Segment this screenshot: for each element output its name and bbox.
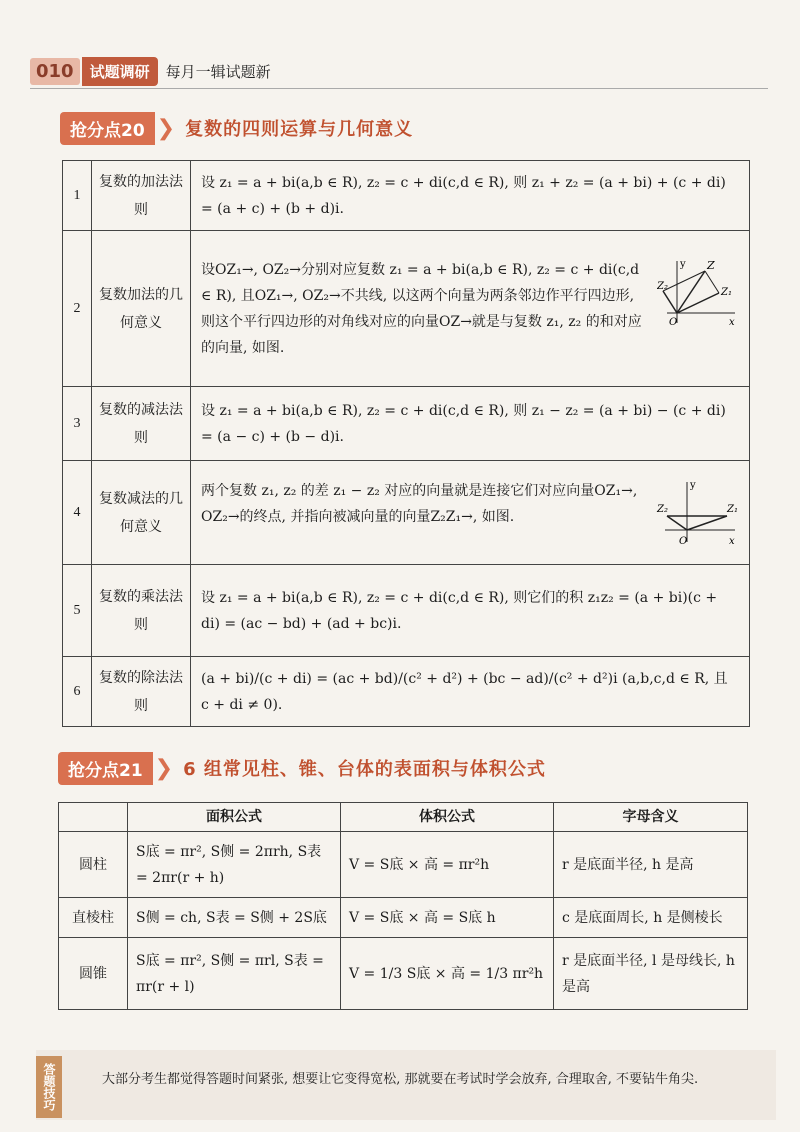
section-badge: 抢分点20: [60, 112, 155, 145]
row-name: 复数的加法法则: [92, 161, 191, 231]
page-number: 010: [30, 58, 80, 85]
row-name: 圆柱: [59, 832, 128, 898]
row-content: 设 z₁ = a + bi(a,b ∈ R), z₂ = c + di(c,d ∈ R), 则 z₁ − z₂ = (a + bi) − (c + di) = (a − c) + (b − d)i.: [191, 387, 750, 461]
row-number: 5: [63, 565, 92, 657]
header-subtitle: 每月一辑试题新: [165, 62, 271, 81]
fig-label: y: [690, 479, 696, 491]
page-header: [30, 56, 271, 86]
section-20-heading: [60, 112, 413, 144]
section-21-heading: [58, 752, 546, 784]
table-header-row: [59, 803, 748, 832]
area-formula: S底 = πr², S侧 = πrl, S表 = πr(r + l): [128, 938, 341, 1010]
division-condition: (a,b,c,d ∈ R, 且 c + di ≠ 0).: [201, 670, 728, 713]
row-name: 圆锥: [59, 938, 128, 1010]
table-row: [63, 565, 750, 657]
parallelogram-edge: [705, 271, 719, 293]
table-row: [63, 657, 750, 727]
solid-formulas-table: [58, 802, 748, 1010]
fig-label: x: [729, 316, 735, 327]
fig-label: Z₂: [657, 280, 668, 292]
vector-oz1: [687, 516, 727, 530]
row-content: 设 z₁ = a + bi(a,b ∈ R), z₂ = c + di(c,d ∈ R), 则它们的积 z₁z₂ = (a + bi)(c + di) = (ac − bd) + (ad + bc)i.: [191, 565, 750, 657]
fig-label: Z₁: [727, 503, 738, 515]
header-divider: [30, 88, 768, 89]
row-name: 复数的乘法法则: [92, 565, 191, 657]
section-title: 6 组常见柱、锥、台体的表面积与体积公式: [183, 759, 546, 780]
table-row: [63, 231, 750, 387]
letter-meaning: r 是底面半径, l 是母线长, h 是高: [554, 938, 748, 1010]
fig-label: Z₁: [721, 286, 732, 298]
row-name: 复数的减法法则: [92, 387, 191, 461]
row-content: [191, 461, 750, 565]
division-formula: (a + bi)/(c + di) = (ac + bd)/(c² + d²) + (bc − ad)/(c² + d²)i: [201, 670, 618, 687]
row-name: 复数减法的几何意义: [92, 461, 191, 565]
table-row: [63, 161, 750, 231]
row-name: 复数的除法法则: [92, 657, 191, 727]
tip-label: 答题技巧: [36, 1056, 62, 1118]
row-content-text: 设OZ₁→, OZ₂→分别对应复数 z₁ = a + bi(a,b ∈ R), z₂ = c + di(c,d ∈ R), 且OZ₁→, OZ₂→不共线, 以这两个向量为两条邻边作平行四边形, 则这个平行四边形的对角线对应的向量OZ→就是与复数 z₁, z₂ 的和对应的向量, 如图.: [201, 261, 642, 356]
table-row: [63, 387, 750, 461]
volume-formula: V = S底 × 高 = S底 h: [341, 898, 554, 938]
chevron-right-icon: ❯: [154, 755, 174, 781]
row-content: 设 z₁ = a + bi(a,b ∈ R), z₂ = c + di(c,d ∈ R), 则 z₁ + z₂ = (a + bi) + (c + di) = (a + c) + (b + d)i.: [191, 161, 750, 231]
complex-operations-table: [62, 160, 750, 727]
header-tag: 试题调研: [82, 57, 158, 86]
fig-label: y: [680, 258, 686, 270]
table-row: [59, 938, 748, 1010]
vector-oz2: [667, 516, 687, 530]
vector-addition-figure: [657, 257, 739, 327]
vector-subtraction-figure: [655, 478, 739, 548]
fig-label: Z₂: [657, 503, 668, 515]
row-content-text: 两个复数 z₁, z₂ 的差 z₁ − z₂ 对应的向量就是连接它们对应向量OZ₁→, OZ₂→的终点, 并指向被减向量的向量Z₂Z₁→, 如图.: [201, 482, 638, 525]
row-number: 4: [63, 461, 92, 565]
volume-formula: V = 1/3 S底 × 高 = 1/3 πr²h: [341, 938, 554, 1010]
volume-formula: V = S底 × 高 = πr²h: [341, 832, 554, 898]
row-content: [191, 231, 750, 387]
header-cell: 面积公式: [128, 803, 341, 832]
vector-oz2: [663, 291, 677, 313]
answer-tip-box: [36, 1050, 776, 1120]
fig-label: O: [679, 535, 688, 547]
row-content: [191, 657, 750, 727]
fig-label: x: [729, 535, 735, 547]
row-name: 直棱柱: [59, 898, 128, 938]
section-title: 复数的四则运算与几何意义: [185, 119, 414, 140]
area-formula: S底 = πr², S侧 = 2πrh, S表 = 2πr(r + h): [128, 832, 341, 898]
table-row: [59, 832, 748, 898]
letter-meaning: c 是底面周长, h 是侧棱长: [554, 898, 748, 938]
row-number: 6: [63, 657, 92, 727]
chevron-right-icon: ❯: [156, 115, 176, 141]
fig-label: O: [669, 316, 678, 327]
table-row: [63, 461, 750, 565]
row-number: 3: [63, 387, 92, 461]
letter-meaning: r 是底面半径, h 是高: [554, 832, 748, 898]
row-name: 复数加法的几何意义: [92, 231, 191, 387]
header-cell: 体积公式: [341, 803, 554, 832]
fig-label: Z: [707, 258, 715, 272]
tip-text: 大部分考生都觉得答题时间紧张, 想要让它变得宽松, 那就要在考试时学会放弃, 合理取舍, 不要钻牛角尖.: [102, 1072, 699, 1087]
table-row: [59, 898, 748, 938]
row-number: 1: [63, 161, 92, 231]
row-number: 2: [63, 231, 92, 387]
area-formula: S侧 = ch, S表 = S侧 + 2S底: [128, 898, 341, 938]
header-cell: 字母含义: [554, 803, 748, 832]
header-cell-empty: [59, 803, 128, 832]
section-badge: 抢分点21: [58, 752, 153, 785]
